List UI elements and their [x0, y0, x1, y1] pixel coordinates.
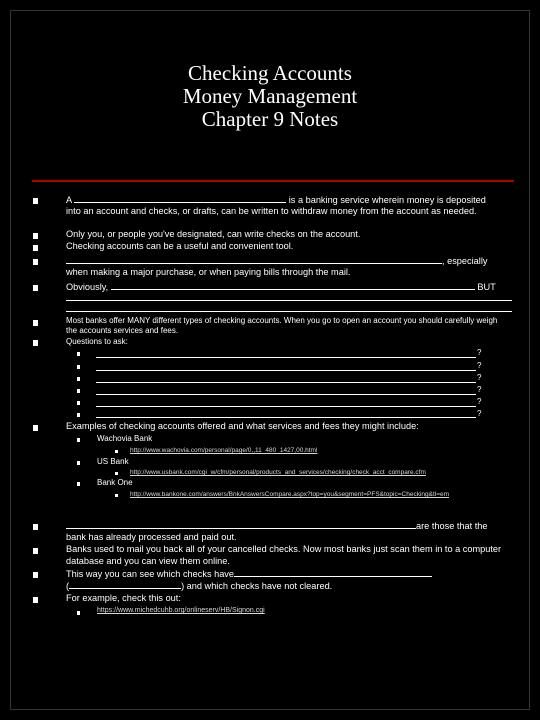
this-way-line: This way you can see which checks have	[66, 568, 432, 581]
bank-name: Wachovia Bank	[97, 434, 153, 443]
processed-text: bank has already processed and paid out.	[66, 532, 237, 542]
bank-link[interactable]: http://www.bankone.com/answers/BnkAnswersCompare.aspx?top=you&segment=PFS&topic=Checking&tl=em	[130, 491, 450, 498]
question-mark: ?	[477, 348, 482, 357]
bullet-icon	[33, 320, 38, 326]
questions-heading: Questions to ask:	[66, 337, 128, 346]
bullet-icon	[33, 198, 38, 204]
question-blank	[96, 417, 476, 418]
not-cleared-line: ( ) and which checks have not cleared.	[66, 581, 333, 591]
sub-bullet-icon	[77, 365, 80, 369]
cleared-line: are those that the	[66, 520, 488, 533]
title-divider	[32, 180, 514, 182]
bullet-icon	[33, 548, 38, 554]
sub-bullet-icon	[77, 482, 80, 486]
question-blank	[96, 382, 476, 383]
especially-line: , especially	[66, 255, 487, 268]
sub-bullet-icon	[77, 352, 80, 356]
many-types-text: Most banks offer MANY different types of checking accounts. When you go to open an account you should carefully weigh the accounts services and fees.	[66, 316, 498, 335]
sub-bullet-icon	[77, 611, 80, 615]
page-title: Checking Accounts Money Management Chapter 9 Notes	[182, 61, 358, 131]
purchase-text: when making a major purchase, or when paying bills through the mail.	[66, 267, 351, 277]
bank-name: Bank One	[97, 478, 133, 487]
bank-name: US Bank	[97, 457, 129, 466]
question-mark: ?	[477, 385, 482, 394]
examples-text: Examples of checking accounts offered and what services and fees they might include:	[66, 421, 419, 431]
question-blank	[96, 406, 476, 407]
bullet-icon	[33, 524, 38, 530]
question-mark: ?	[477, 409, 482, 418]
obviously-line: Obviously, BUT	[66, 282, 496, 292]
sub-sub-bullet-icon	[115, 450, 118, 453]
sub-bullet-icon	[77, 438, 80, 442]
example-link[interactable]: https://www.michedcuhb.org/onlineserv/HB/Signon.cgi	[97, 607, 265, 614]
sub-bullet-icon	[77, 401, 80, 405]
sub-bullet-icon	[77, 377, 80, 381]
bank-link[interactable]: http://www.usbank.com/cgi_w/cfm/personal/products_and_services/checking/check_acct_compare.cfm	[130, 469, 426, 476]
bullet-icon	[33, 285, 38, 291]
sub-bullet-icon	[77, 389, 80, 393]
answer-blank	[66, 300, 512, 301]
bullet-icon	[33, 245, 38, 251]
definition-line: A is a banking service wherein money is deposited	[66, 195, 486, 205]
cancelled-text: Banks used to mail you back all of your cancelled checks. Now most banks just scan them in to a computer database and you can view them online.	[66, 544, 502, 566]
bullet-icon	[33, 233, 38, 239]
question-mark: ?	[477, 361, 482, 370]
bullet-icon	[33, 572, 38, 578]
only-you-text: Only you, or people you've designated, can write checks on the account.	[66, 229, 361, 239]
bullet-icon	[33, 259, 38, 265]
bank-link[interactable]: http://www.wachovia.com/personal/page/0,,11_480_1427,00.html	[130, 447, 318, 454]
sub-sub-bullet-icon	[115, 494, 118, 497]
example-text: For example, check this out:	[66, 593, 181, 603]
bullet-icon	[33, 340, 38, 346]
question-mark: ?	[477, 373, 482, 382]
sub-bullet-icon	[77, 461, 80, 465]
bullet-icon	[33, 597, 38, 603]
question-blank	[96, 394, 476, 395]
definition-continuation: into an account and checks, or drafts, can be written to withdraw money from the account as needed.	[66, 206, 477, 216]
question-blank	[96, 370, 476, 371]
question-mark: ?	[477, 397, 482, 406]
useful-text: Checking accounts can be a useful and convenient tool.	[66, 241, 294, 251]
answer-blank	[66, 311, 512, 312]
sub-sub-bullet-icon	[115, 472, 118, 475]
bullet-icon	[33, 425, 38, 431]
question-blank	[96, 357, 476, 358]
sub-bullet-icon	[77, 413, 80, 417]
